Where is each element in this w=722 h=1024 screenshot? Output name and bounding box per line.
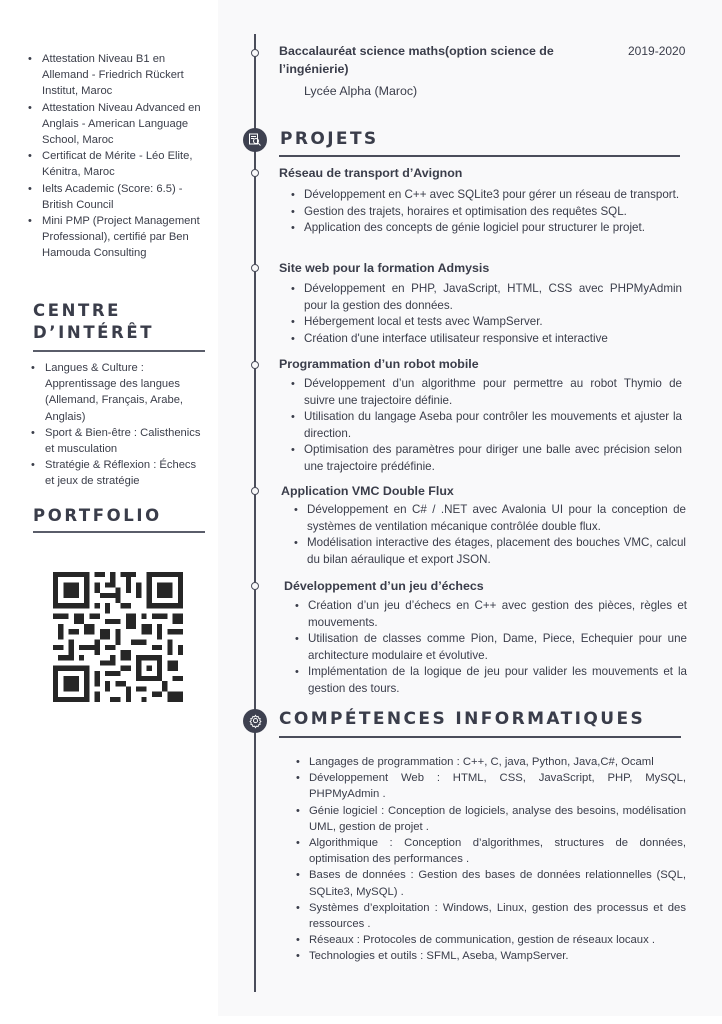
education-year: 2019-2020 — [628, 44, 686, 58]
timeline-node — [251, 169, 259, 177]
project-title: Programmation d’un robot mobile — [279, 357, 479, 371]
project-title: Site web pour la formation Admysis — [279, 261, 490, 275]
project-bullets — [307, 502, 686, 568]
interests-divider — [33, 350, 205, 352]
project-title: Réseau de transport d’Avignon — [279, 166, 463, 180]
gear-icon — [243, 709, 267, 733]
project-bullet: • Implémentation de la logique de jeu pour valider les mouvements et la gestion des tours. — [308, 664, 687, 697]
project-bullet: • Optimisation des paramètres pour diriger une balle avec précision selon une trajectoire prédéfinie. — [304, 442, 682, 475]
skill-item: • Systèmes d’exploitation : Windows, Linux, gestion des processus et des ressources . — [309, 900, 686, 932]
project-bullet: • Développement d’un algorithme pour permettre au robot Thymio de suivre une trajectoire définie. — [304, 376, 682, 409]
projects-heading: PROJETS — [280, 129, 379, 149]
project-bullets — [304, 376, 682, 476]
project-bullets — [308, 598, 687, 698]
project-title: Application VMC Double Flux — [281, 484, 454, 498]
skill-item: • Développement Web : HTML, CSS, JavaScript, PHP, MySQL, PHPMyAdmin . — [309, 770, 686, 802]
timeline-line — [254, 34, 256, 992]
interests-heading — [33, 300, 154, 344]
certification-item: • Attestation Niveau Advanced en Anglais - American Language School, Maroc — [42, 100, 207, 149]
certification-item: • Mini PMP (Project Management Professional), certifié par Ben Hamouda Consulting — [42, 213, 207, 262]
timeline-node — [251, 487, 259, 495]
skill-item: • Réseaux : Protocoles de communication, gestion de réseaux locaux . — [309, 932, 686, 948]
timeline-node — [251, 361, 259, 369]
project-bullet: • Hébergement local et tests avec WampServer. — [304, 314, 682, 331]
timeline-node — [251, 264, 259, 272]
interest-item: • Stratégie & Réflexion : Échecs et jeux de stratégie — [45, 457, 207, 489]
project-bullet: • Développement en C++ avec SQLite3 pour gérer un réseau de transport. — [304, 187, 682, 204]
interest-item: • Sport & Bien-être : Calisthenics et musculation — [45, 425, 207, 457]
project-bullets — [304, 187, 682, 237]
project-title: Développement d’un jeu d’échecs — [284, 579, 484, 593]
portfolio-divider — [33, 531, 205, 533]
education-school: Lycée Alpha (Maroc) — [304, 84, 418, 98]
certification-item: • Certificat de Mérite - Léo Elite, Kénitra, Maroc — [42, 148, 207, 180]
skill-item: • Algorithmique : Conception d’algorithmes, structures de données, optimisation des performances . — [309, 835, 686, 867]
skills-heading: COMPÉTENCES INFORMATIQUES — [279, 709, 646, 729]
skill-item: • Bases de données : Gestion des bases de données relationnelles (SQL, SQLite3, MySQL) . — [309, 867, 686, 899]
search-document-icon — [243, 128, 267, 152]
interests-heading-line1: CENTRE — [33, 301, 122, 320]
qr-code-icon[interactable] — [53, 572, 183, 702]
education-degree: Baccalauréat science maths(option science de l’ingénierie) — [279, 44, 554, 76]
timeline-node — [251, 49, 259, 57]
certification-item: • Attestation Niveau B1 en Allemand - Friedrich Rückert Institut, Maroc — [42, 51, 207, 100]
projects-divider — [279, 155, 680, 157]
skill-item: • Langages de programmation : C++, C, java, Python, Java,C#, Ocaml — [309, 754, 686, 770]
skills-list — [309, 754, 686, 965]
project-bullet: • Gestion des trajets, horaires et optimisation des requêtes SQL. — [304, 204, 682, 221]
skill-item: • Technologies et outils : SFML, Aseba, WampServer. — [309, 948, 686, 964]
interests-list — [45, 360, 207, 490]
timeline-node — [251, 582, 259, 590]
skill-item: • Génie logiciel : Conception de logiciels, analyse des besoins, modélisation UML, gestion de projet . — [309, 803, 686, 835]
left-column — [0, 0, 218, 1024]
project-bullet: • Modélisation interactive des étages, placement des bouches VMC, calcul du bilan aéraulique et export JSON. — [307, 535, 686, 568]
certification-item: • Ielts Academic (Score: 6.5) - British Council — [42, 181, 207, 213]
project-bullet: • Application des concepts de génie logiciel pour structurer le projet. — [304, 220, 682, 237]
project-bullet: • Développement en C# / .NET avec Avalonia UI pour la conception de systèmes de ventilation mécanique contrôlée double flux. — [307, 502, 686, 535]
project-bullet: • Utilisation du langage Aseba pour contrôler les mouvements et ajuster la direction. — [304, 409, 682, 442]
portfolio-heading: PORTFOLIO — [33, 506, 162, 525]
skills-divider — [279, 736, 681, 738]
project-bullet: • Création d’un jeu d’échecs en C++ avec gestion des pièces, règles et mouvements. — [308, 598, 687, 631]
project-bullets — [304, 281, 682, 347]
project-bullet: • Création d'une interface utilisateur responsive et interactive — [304, 331, 682, 348]
certifications-list — [42, 51, 207, 262]
project-bullet: • Développement en PHP, JavaScript, HTML, CSS avec PHPMyAdmin pour la gestion des données. — [304, 281, 682, 314]
interest-item: • Langues & Culture : Apprentissage des langues (Allemand, Français, Arabe, Anglais) — [45, 360, 207, 425]
project-bullet: • Utilisation de classes comme Pion, Dame, Piece, Echequier pour une architecture modulaire et évolutive. — [308, 631, 687, 664]
interests-heading-line2: D’INTÉRÊT — [33, 323, 155, 342]
